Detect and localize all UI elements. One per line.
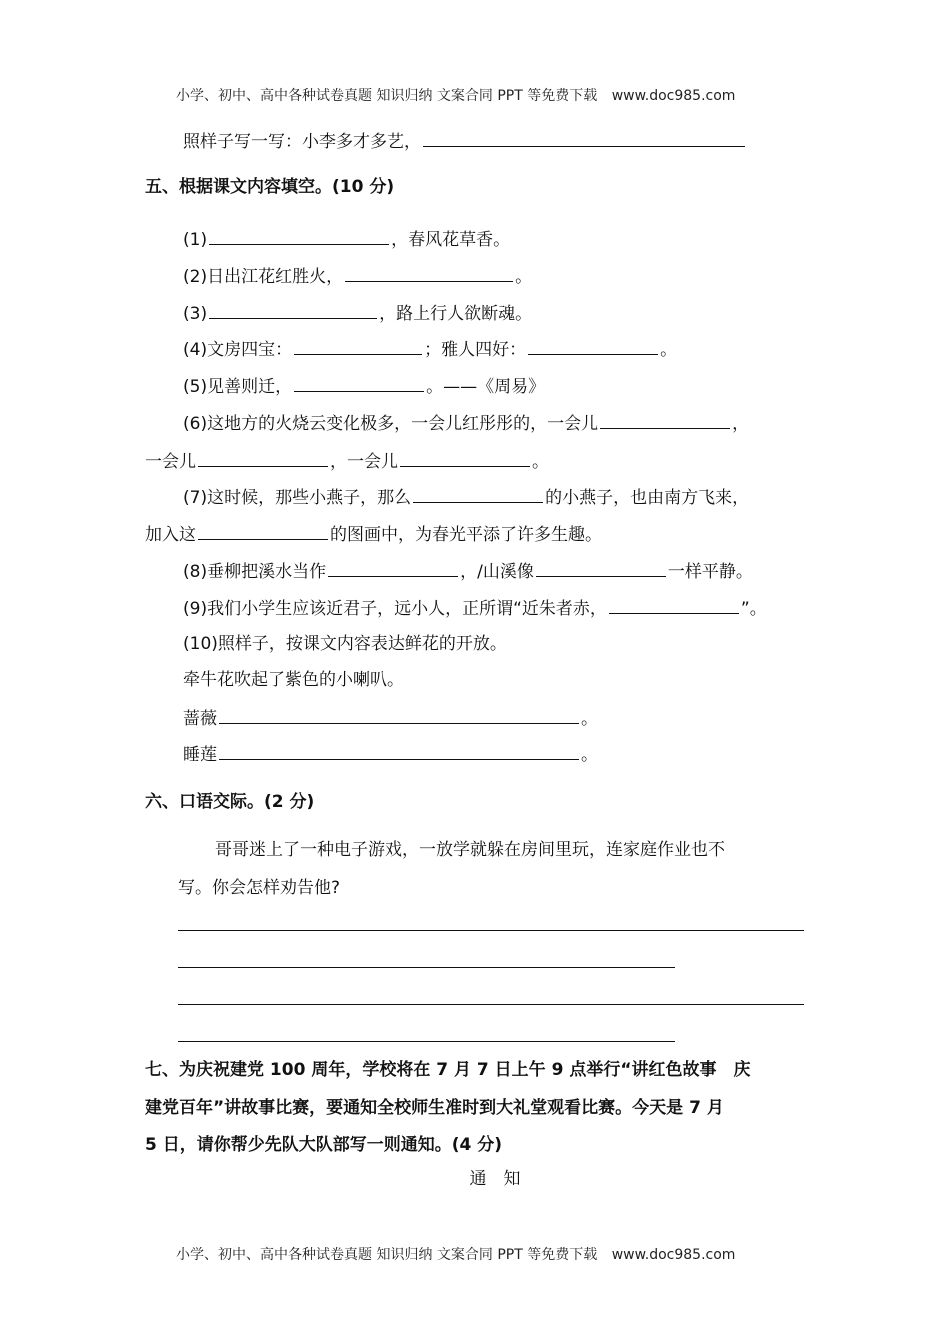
answer-blank[interactable] <box>528 336 658 355</box>
answer-line[interactable] <box>178 967 675 968</box>
section6-text-line2: 写。你会怎样劝告他? <box>178 878 341 898</box>
question-8: (8)垂柳把溪水当作 ，/山溪像 一样平静。 <box>183 558 753 584</box>
page-header <box>176 84 735 108</box>
section6-title: 六、口语交际。(2 分) <box>145 792 315 812</box>
question-10-item2: 睡莲 。 <box>183 741 598 767</box>
section6-text-line1: 哥哥迷上了一种电子游戏，一放学就躲在房间里玩，连家庭作业也不 <box>215 840 725 860</box>
question-5: (5)见善则迁， 。——《周易》 <box>183 373 545 399</box>
answer-blank[interactable] <box>400 448 530 467</box>
section5-title: 五、根据课文内容填空。(10 分) <box>145 177 395 197</box>
question-1: (1) ，春风花草香。 <box>183 226 510 252</box>
imitation-line <box>183 128 747 154</box>
header-url[interactable]: www.doc985.com <box>611 88 736 104</box>
question-10: (10)照样子，按课文内容表达鲜花的开放。 <box>183 634 507 654</box>
question-6-line1: (6)这地方的火烧云变化极多，一会儿红彤彤的，一会儿 ， <box>183 410 749 436</box>
question-3: (3) ，路上行人欲断魂。 <box>183 300 532 326</box>
question-10-example: 牵牛花吹起了紫色的小喇叭。 <box>183 670 404 690</box>
answer-blank[interactable] <box>209 226 389 245</box>
question-4: (4)文房四宝： ；雅人四好： 。 <box>183 336 677 362</box>
question-10-item1: 蔷薇 。 <box>183 705 598 731</box>
section7-line1: 七、为庆祝建党 100 周年，学校将在 7 月 7 日上午 9 点举行“讲红色故事 庆 <box>145 1060 751 1080</box>
question-2: (2)日出江花红胜火， 。 <box>183 263 532 289</box>
answer-blank[interactable] <box>219 705 579 724</box>
answer-blank[interactable] <box>219 741 579 760</box>
answer-blank[interactable] <box>294 336 422 355</box>
answer-blank[interactable] <box>345 263 513 282</box>
question-6-line2: 一会儿 ，一会儿 。 <box>145 448 549 474</box>
footer-url[interactable]: www.doc985.com <box>611 1247 736 1263</box>
section7-line3: 5 日，请你帮少先队大队部写一则通知。(4 分) <box>145 1135 503 1155</box>
answer-line[interactable] <box>178 1004 804 1005</box>
answer-line[interactable] <box>178 930 804 931</box>
footer-text: 小学、初中、高中各种试卷真题 知识归纳 文案合同 PPT 等免费下载 <box>176 1247 598 1263</box>
answer-blank[interactable] <box>198 521 328 540</box>
question-7-line1: (7)这时候，那些小燕子，那么 的小燕子，也由南方飞来， <box>183 484 749 510</box>
answer-blank[interactable] <box>413 484 543 503</box>
section7-line2: 建党百年”讲故事比赛，要通知全校师生准时到大礼堂观看比赛。今天是 7 月 <box>145 1098 724 1118</box>
answer-blank[interactable] <box>328 558 458 577</box>
answer-blank[interactable] <box>209 300 377 319</box>
notice-title: 通 知 <box>469 1169 521 1189</box>
answer-blank[interactable] <box>294 373 424 392</box>
page-footer <box>176 1243 735 1267</box>
answer-blank[interactable] <box>423 128 745 147</box>
imitation-prompt: 照样子写一写：小李多才多艺， <box>183 132 421 152</box>
answer-line[interactable] <box>178 1041 675 1042</box>
question-9: (9)我们小学生应该近君子，远小人，正所谓“近朱者赤， ”。 <box>183 595 767 621</box>
answer-blank[interactable] <box>536 558 666 577</box>
header-text: 小学、初中、高中各种试卷真题 知识归纳 文案合同 PPT 等免费下载 <box>176 88 598 104</box>
answer-blank[interactable] <box>198 448 328 467</box>
question-7-line2: 加入这 的图画中，为春光平添了许多生趣。 <box>145 521 602 547</box>
answer-blank[interactable] <box>609 595 739 614</box>
answer-blank[interactable] <box>600 410 730 429</box>
